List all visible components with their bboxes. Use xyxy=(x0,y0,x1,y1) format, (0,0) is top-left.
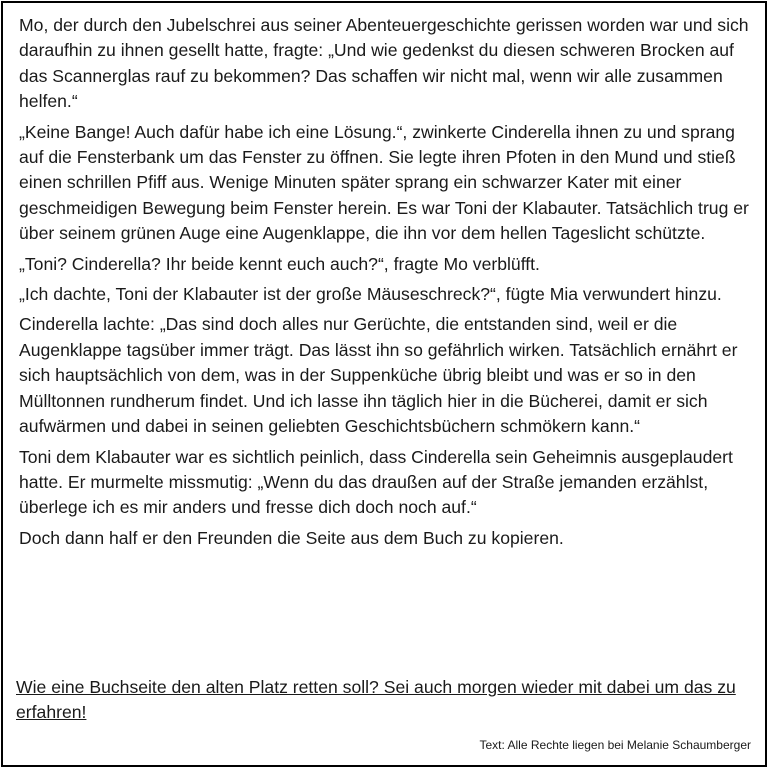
story-paragraph: Mo, der durch den Jubelschrei aus seiner Abenteuergeschichte gerissen worden war und sich daraufhin zu ihnen gesellt hatte, fragte: „Und wie gedenkst du diesen schweren Brocken auf das Scannerglas rauf zu bekommen? Das schaffen wir nicht mal, wenn wir alle zusammen helfen.“ xyxy=(19,15,749,112)
story-paragraph: Cinderella lachte: „Das sind doch alles nur Gerüchte, die entstanden sind, weil er die Augenklappe tagsüber immer trägt. Das lässt ihn so gefährlich wirken. Tatsächlich ernährt er sich hauptsächlich von dem, was in der Suppenküche übrig bleibt und was er so in den Mülltonnen rundherum findet. Und ich lasse ihn täglich hier in die Bücherei, damit er sich aufwärmen und dabei in seinen geliebten Geschichtsbüchern schmökern kann.“ xyxy=(19,314,738,437)
story-text xyxy=(19,13,749,556)
page-frame xyxy=(1,1,767,767)
story-paragraph: Toni dem Klabauter war es sichtlich peinlich, dass Cinderella sein Geheimnis ausgeplaudert hatte. Er murmelte missmutig: „Wenn du das draußen auf der Straße jemanden erzählst, überlege ich es mir anders und fresse dich doch noch auf.“ xyxy=(19,446,733,518)
story-paragraph: „Toni? Cinderella? Ihr beide kennt euch auch?“, fragte Mo verblüfft. xyxy=(19,253,540,274)
story-paragraph: Doch dann half er den Freunden die Seite aus dem Buch zu kopieren. xyxy=(19,527,564,548)
story-paragraph: „Keine Bange! Auch dafür habe ich eine Lösung.“, zwinkerte Cinderella ihnen zu und sprang auf die Fensterbank um das Fenster zu öffnen. Sie legte ihren Pfoten in den Mund und stieß einen schrillen Pfiff aus. Wenige Minuten später sprang ein schwarzer Kater mit einer geschmeidigen Bewegung beim Fenster herein. Es war Toni der Klabauter. Tatsächlich trug er über seinem grünen Auge eine Augenklappe, die ihn vor dem hellen Tageslicht schützte. xyxy=(19,121,749,244)
story-paragraph: „Ich dachte, Toni der Klabauter ist der große Mäuseschreck?“, fügte Mia verwundert hinzu. xyxy=(19,284,722,305)
teaser-text: Wie eine Buchseite den alten Platz retten soll? Sei auch morgen wieder mit dabei um das zu erfahren! xyxy=(16,677,736,723)
copyright-credit: Text: Alle Rechte liegen bei Melanie Schaumberger xyxy=(479,738,751,752)
